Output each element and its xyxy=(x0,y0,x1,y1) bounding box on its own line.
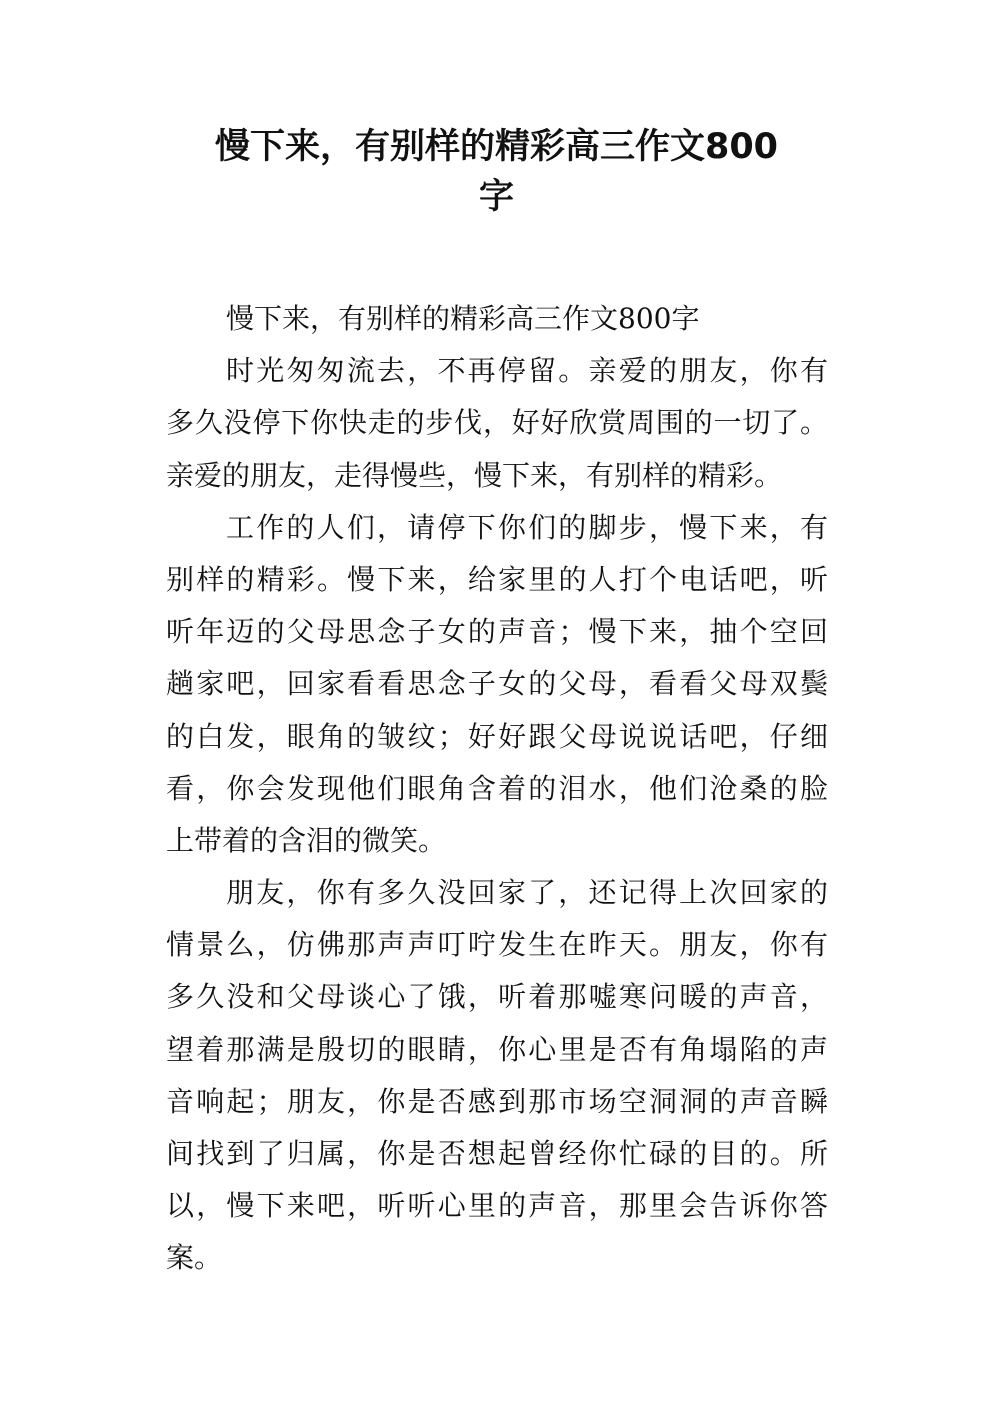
text-line: 情景么，仿佛那声声叮咛发生在昨天。朋友，你有 xyxy=(166,928,828,962)
text-line: 别样的精彩。慢下来，给家里的人打个电话吧，听 xyxy=(166,562,828,596)
document-title xyxy=(0,122,993,222)
text-line: 工作的人们，请停下你们的脚步，慢下来，有 xyxy=(226,510,828,544)
text-line: 以，慢下来吧，听听心里的声音，那里会告诉你答 xyxy=(166,1189,828,1223)
text-line: 趟家吧，回家看看思念子女的父母，看看父母双鬓 xyxy=(166,667,828,701)
text-line: 间找到了归属，你是否想起曾经你忙碌的目的。所 xyxy=(166,1137,828,1170)
text-line: 音响起；朋友，你是否感到那市场空洞洞的声音瞬 xyxy=(166,1084,828,1118)
text-line: 看，你会发现他们眼角含着的泪水，他们沧桑的脸 xyxy=(166,771,828,805)
text-line: 慢下来，有别样的精彩高三作文800字 xyxy=(226,302,700,335)
text-line: 多久没和父母谈心了饿，听着那嘘寒问暖的声音， xyxy=(166,980,828,1014)
text-line: 案。 xyxy=(166,1241,223,1275)
paragraph xyxy=(166,345,828,502)
text-line: 多久没停下你快走的步伐，好好欣赏周围的一切了。 xyxy=(166,406,828,440)
text-line: 朋友，你有多久没回家了，还记得上次回家的 xyxy=(226,876,828,910)
title-line-2: 字 xyxy=(478,177,514,217)
title-line-1: 慢下来，有别样的精彩高三作文800 xyxy=(214,127,779,167)
document-body xyxy=(166,293,828,1285)
paragraph xyxy=(166,867,828,1285)
text-line: 时光匆匆流去，不再停留。亲爱的朋友，你有 xyxy=(226,354,828,388)
text-line: 的白发，眼角的皱纹；好好跟父母说说话吧，仔细 xyxy=(166,719,828,753)
text-line: 听年迈的父母思念子女的声音；慢下来，抽个空回 xyxy=(166,615,828,649)
paragraph xyxy=(166,502,828,867)
text-line: 望着那满是殷切的眼睛，你心里是否有角塌陷的声 xyxy=(166,1032,828,1066)
paragraph xyxy=(166,293,828,345)
text-line: 亲爱的朋友，走得慢些，慢下来，有别样的精彩。 xyxy=(166,458,783,492)
text-line: 上带着的含泪的微笑。 xyxy=(166,823,447,857)
